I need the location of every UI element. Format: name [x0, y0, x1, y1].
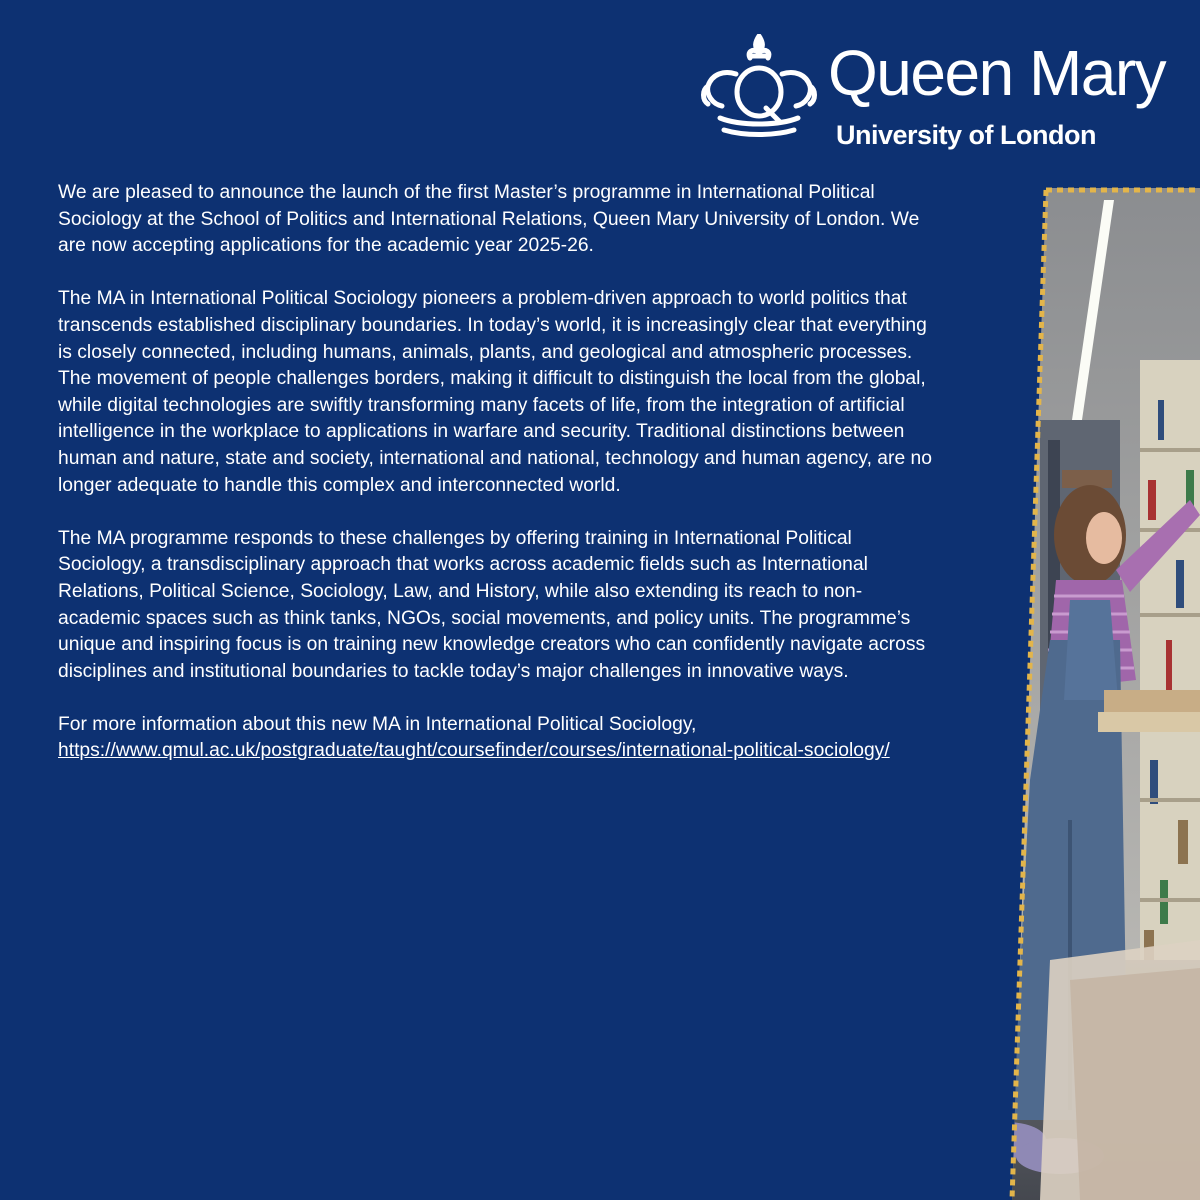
queen-mary-logo: [694, 34, 1174, 154]
crown-crest-icon: [700, 34, 818, 138]
announcement-text: [58, 180, 938, 792]
paragraph-overview: The MA in International Political Sociology pioneers a problem-driven approach to world politics that transcends established disciplinary boundaries. In today’s world, it is increasingly clear that everything is closely connected, including humans, animals, plants, and geological and atmospheric processes. The movement of people challenges borders, making it difficult to distinguish the local from the global, while digital technologies are swiftly transforming many facets of life, from the integration of artificial intelligence in the workplace to applications in warfare and security. Traditional distinctions between human and nature, state and society, international and national, technology and human agency, are no longer adequate to handle this complex and interconnected world.: [58, 288, 932, 496]
more-info-text: For more information about this new MA in International Political Sociology,: [58, 713, 697, 735]
course-link[interactable]: https://www.qmul.ac.uk/postgraduate/taught/coursefinder/courses/international-political-sociology/: [58, 740, 890, 762]
paragraph-intro: We are pleased to announce the launch of the first Master’s programme in International Political Sociology at the School of Politics and International Relations, Queen Mary University of London. We are now accepting applications for the academic year 2025-26.: [58, 182, 920, 257]
paragraph-more-info: [58, 712, 938, 765]
brand-name: Queen Mary: [828, 37, 1166, 109]
brand-subname: University of London: [836, 120, 1096, 150]
paragraph-programme: The MA programme responds to these challenges by offering training in International Political Sociology, a transdisciplinary approach that works across academic fields such as International Relations, Political Science, Sociology, Law, and History, while also extending its reach to non-academic spaces such as think tanks, NGOs, social movements, and policy units. The programme’s unique and inspiring focus is on training new knowledge creators who can confidently navigate across disciplines and institutional boundaries to tackle today’s major challenges in innovative ways.: [58, 527, 926, 682]
